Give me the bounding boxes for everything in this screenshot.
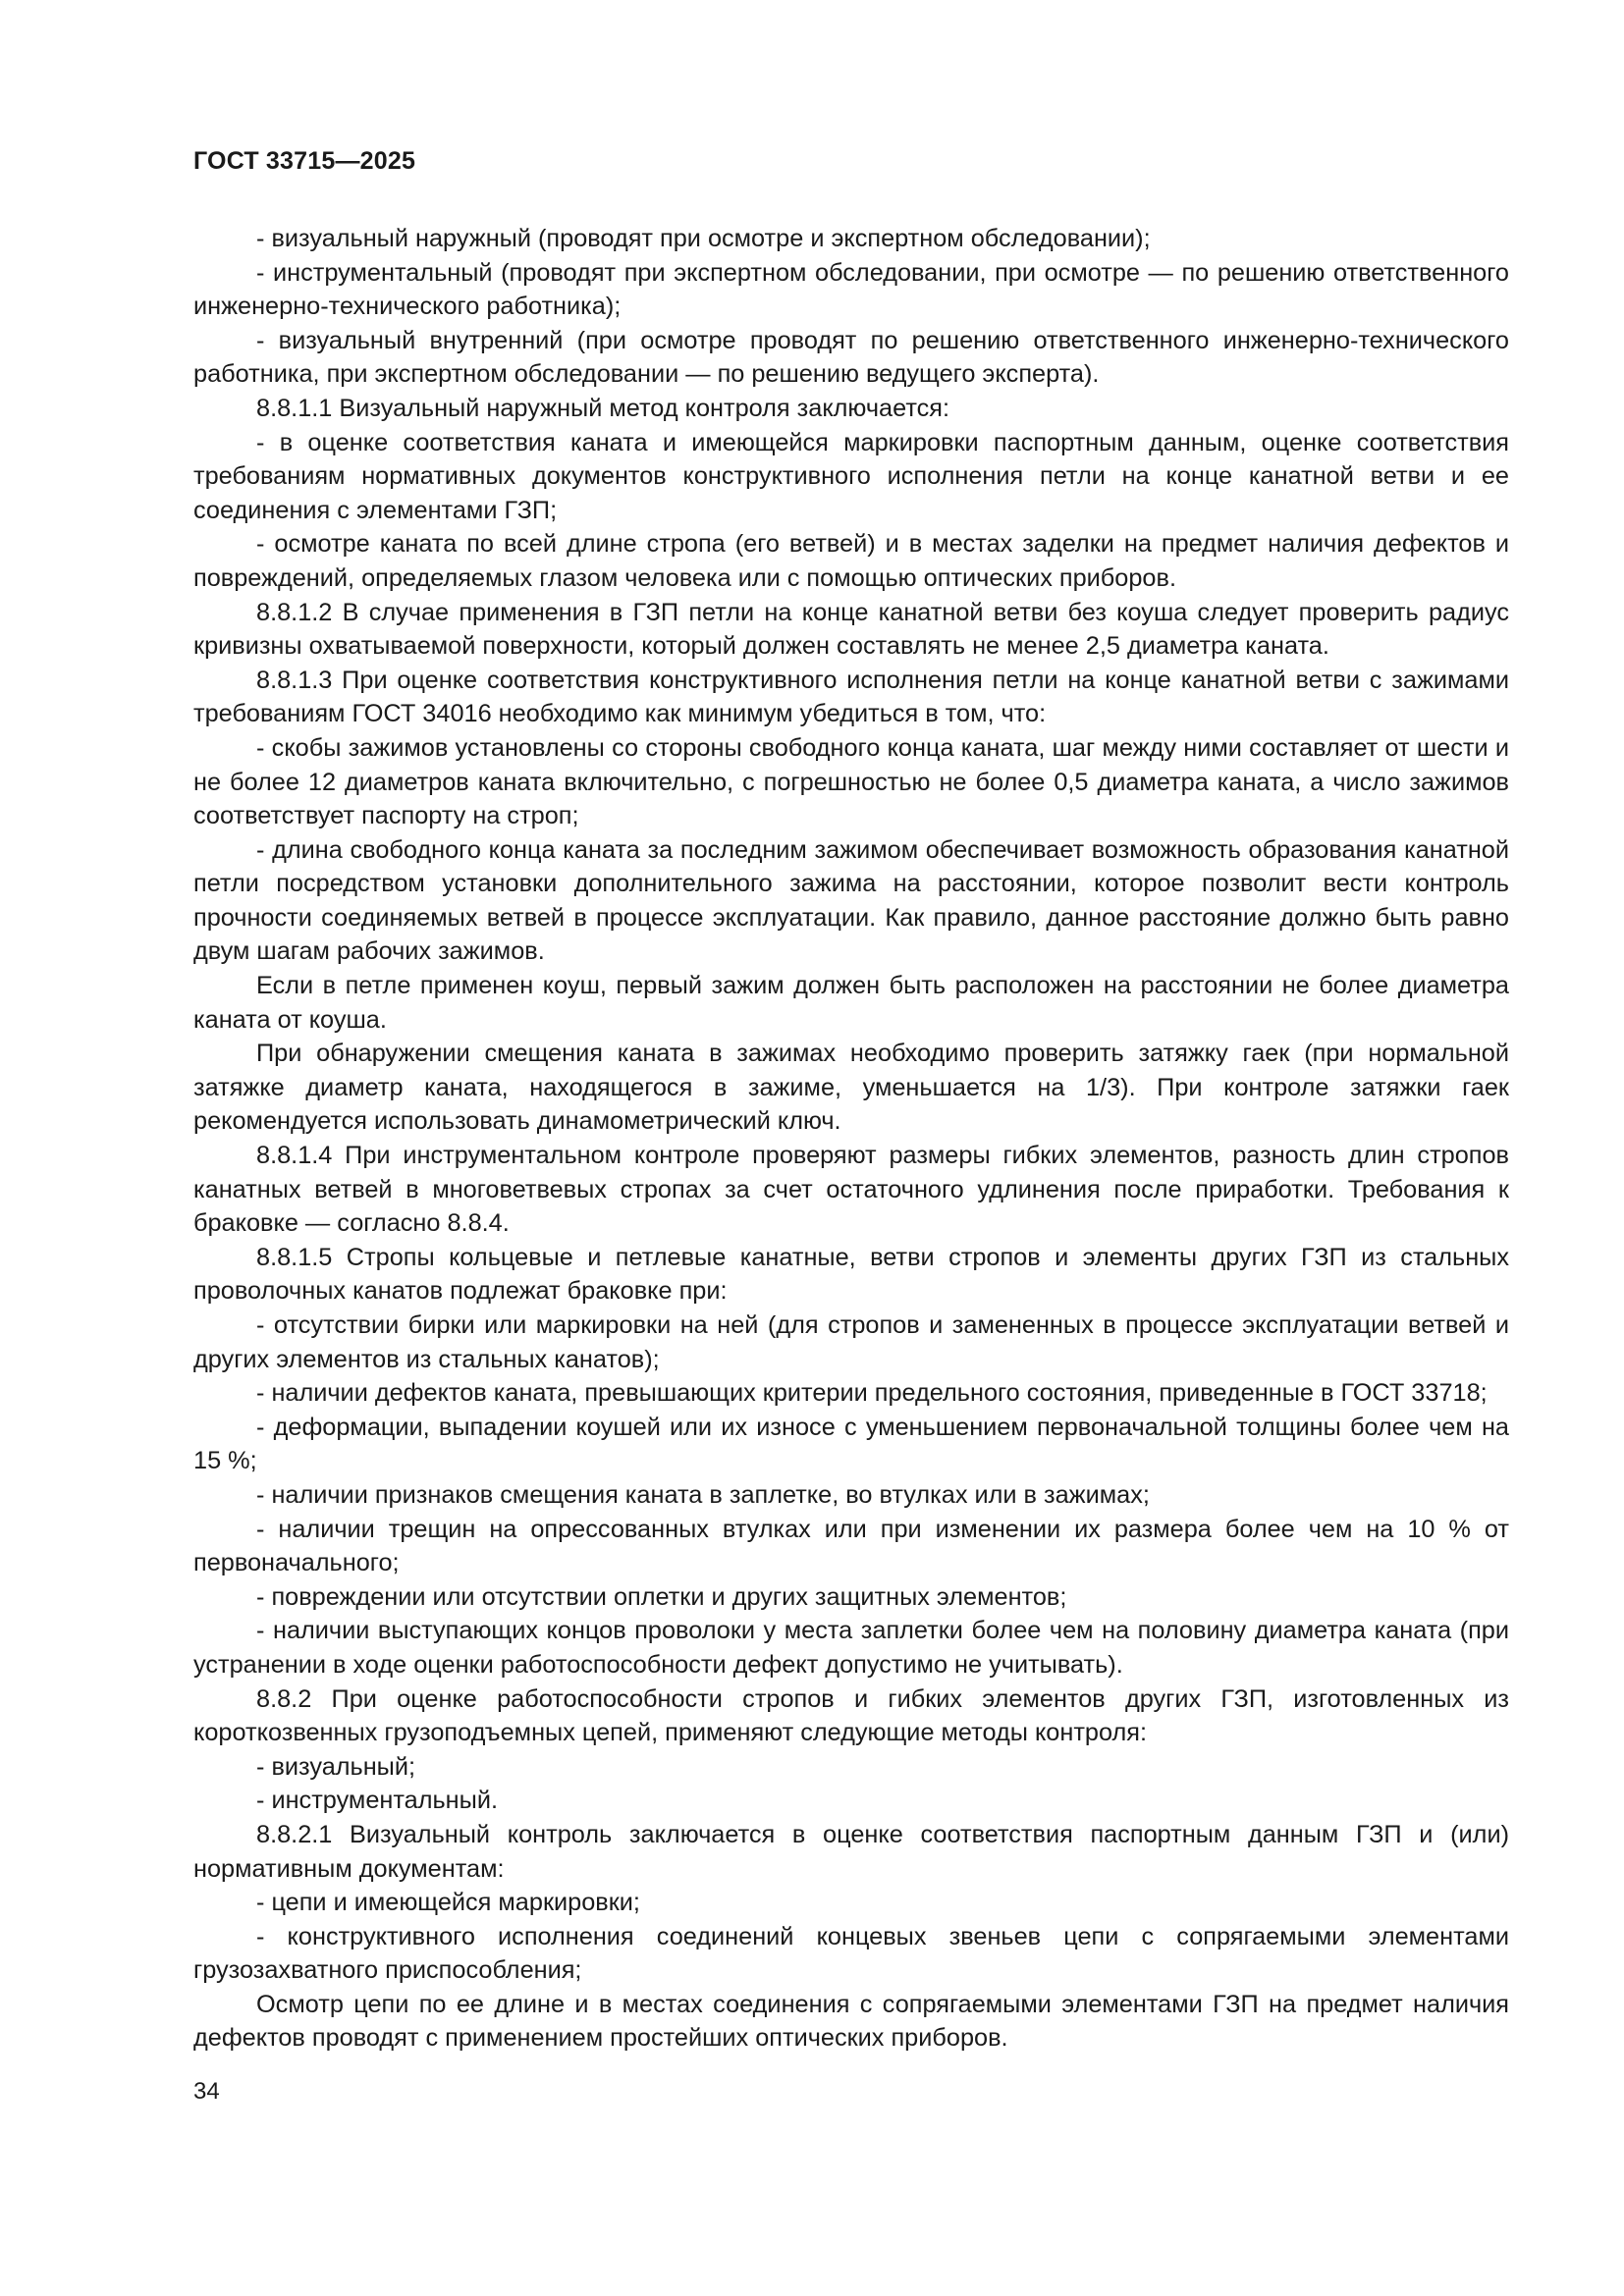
paragraph: 8.8.1.1 Визуальный наружный метод контроля заключается: (256, 394, 950, 422)
paragraph: - осмотре каната по всей длине стропа (его ветвей) и в местах заделки на предмет наличия дефектов и повреждений, определяемых глазом человека или с помощью оптических приборов. (193, 530, 1509, 592)
paragraph: - повреждении или отсутствии оплетки и других защитных элементов; (256, 1582, 1067, 1611)
paragraph: 8.8.1.2 В случае применения в ГЗП петли на конце канатной ветви без коуша следует проверить радиус кривизны охватываемой поверхности, который должен составлять не менее 2,5 диаметра каната. (193, 598, 1509, 661)
paragraph: - конструктивного исполнения соединений концевых звеньев цепи с сопрягаемыми элементами грузозахватного приспособления; (193, 1922, 1509, 1985)
paragraph: - визуальный наружный (проводят при осмотре и экспертном обследовании); (256, 225, 1151, 252)
paragraph: - наличии трещин на опрессованных втулках или при изменении их размера более чем на 10 % от первоначального; (193, 1515, 1509, 1577)
paragraph: - наличии выступающих концов проволоки у места заплетки более чем на половину диаметра каната (при устранении в ходе оценки работоспособности дефект допустимо не учитывать). (193, 1617, 1509, 1679)
paragraph: - отсутствии бирки или маркировки на ней (для стропов и замененных в процессе эксплуатации ветвей и других элементов из стальных канатов); (193, 1311, 1509, 1373)
paragraph: - инструментальный. (256, 1787, 498, 1815)
paragraph: - наличии дефектов каната, превышающих критерии предельного состояния, приведенные в ГОСТ 33718; (256, 1379, 1488, 1408)
paragraph: Если в петле применен коуш, первый зажим должен быть расположен на расстоянии не более диаметра каната от коуша. (193, 972, 1509, 1034)
paragraph: 8.8.1.3 При оценке соответствия конструктивного исполнения петли на конце канатной ветви с зажимами требованиям ГОСТ 34016 необходимо как минимум убедиться в том, что: (193, 666, 1509, 728)
paragraph: 8.8.2.1 Визуальный контроль заключается в оценке соответствия паспортным данным ГЗП и (или) нормативным документам: (193, 1820, 1509, 1883)
paragraph: Осмотр цепи по ее длине и в местах соединения с сопрягаемыми элементами ГЗП на предмет наличия дефектов проводят с применением простейших оптических приборов. (193, 1990, 1509, 2053)
paragraph: - визуальный; (256, 1752, 416, 1781)
paragraph: - длина свободного конца каната за последним зажимом обеспечивает возможность образования канатной петли посредством установки дополнительного зажима на расстоянии, которое позволит вести контроль прочности соединяемых ветвей в процессе эксплуатации. Как правило, данное расстояние должно быть равно двум шагам рабочих зажимов. (193, 835, 1509, 966)
document-header: ГОСТ 33715—2025 (193, 147, 416, 175)
paragraph: При обнаружении смещения каната в зажимах необходимо проверить затяжку гаек (при нормальной затяжке диаметр каната, находящегося в зажиме, уменьшается на 1/3). При контроле затяжки гаек рекомендуется использовать динамометрический ключ. (193, 1040, 1509, 1136)
page-number: 34 (193, 2078, 220, 2105)
paragraph: - деформации, выпадении коушей или их износе с уменьшением первоначальной толщины более чем на 15 %; (193, 1413, 1509, 1475)
paragraph: 8.8.2 При оценке работоспособности стропов и гибких элементов других ГЗП, изготовленных из короткозвенных грузоподъемных цепей, применяют следующие методы контроля: (193, 1684, 1509, 1747)
document-body (193, 222, 1509, 2056)
paragraph: - цепи и имеющейся маркировки; (256, 1889, 640, 1917)
paragraph: - наличии признаков смещения каната в заплетке, во втулках или в зажимах; (256, 1480, 1150, 1509)
paragraph: 8.8.1.5 Стропы кольцевые и петлевые канатные, ветви стропов и элементы других ГЗП из стальных проволочных канатов подлежат браковке при: (193, 1243, 1509, 1306)
paragraph: - инструментальный (проводят при экспертном обследовании, при осмотре — по решению ответственного инженерно-технического работника); (193, 258, 1509, 321)
paragraph: - скобы зажимов установлены со стороны свободного конца каната, шаг между ними составляет от шести и не более 12 диаметров каната включительно, с погрешностью не более 0,5 диаметра каната, а число зажимов соответствует паспорту на строп; (193, 733, 1509, 830)
paragraph: - визуальный внутренний (при осмотре проводят по решению ответственного инженерно-технического работника, при экспертном обследовании — по решению ведущего эксперта). (193, 326, 1509, 389)
paragraph: 8.8.1.4 При инструментальном контроле проверяют размеры гибких элементов, разность длин стропов канатных ветвей в многоветвевых стропах за счет остаточного удлинения после приработки. Требования к браковке — согласно 8.8.4. (193, 1142, 1509, 1238)
paragraph: - в оценке соответствия каната и имеющейся маркировки паспортным данным, оценке соответствия требованиям нормативных документов конструктивного исполнения петли на конце канатной ветви и ее соединения с элементами ГЗП; (193, 428, 1509, 524)
